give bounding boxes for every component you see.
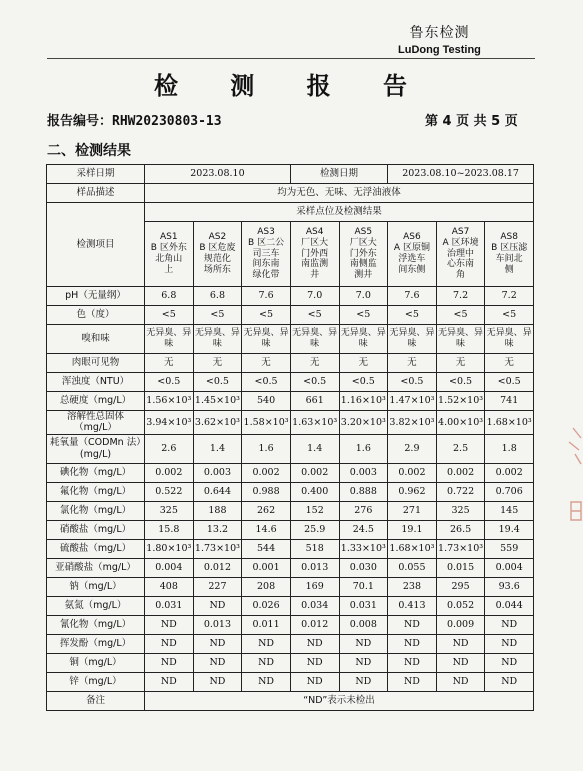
table-cell: 0.644 [193,482,242,501]
table-cell: 295 [436,577,485,596]
remark-label: 备注 [47,691,145,710]
table-cell: 0.034 [290,596,339,615]
table-cell: 540 [242,392,291,411]
row-item-label: 硫酸盐（mg/L） [47,539,145,558]
table-cell: 1.68×10³ [388,539,437,558]
row-item-label: 氟化物（mg/L） [47,482,145,501]
remark-row [47,691,534,710]
table-cell: 0.002 [485,463,534,482]
table-row [47,615,534,634]
table-cell: 无 [193,354,242,373]
table-cell: 0.004 [145,558,194,577]
table-row [47,520,534,539]
table-cell: 741 [485,392,534,411]
table-cell: 24.5 [339,520,388,539]
table-cell: ND [485,653,534,672]
table-cell: 169 [290,577,339,596]
table-cell: <5 [290,306,339,325]
table-cell: 无 [242,354,291,373]
desc-label: 样品描述 [47,184,145,203]
table-cell: 3.82×10³ [388,411,437,435]
table-cell: 2.5 [436,434,485,463]
table-cell: 1.47×10³ [388,392,437,411]
table-cell: ND [145,653,194,672]
remark-text: “ND”表示未检出 [145,691,534,710]
table-row [47,463,534,482]
table-cell: 238 [388,577,437,596]
table-cell: 无 [145,354,194,373]
row-item-label: 耗氧量（CODMn 法）(mg/L) [47,434,145,463]
table-cell: 0.413 [388,596,437,615]
table-row [47,411,534,435]
table-cell: 0.888 [339,482,388,501]
row-item-label: 硝酸盐（mg/L） [47,520,145,539]
test-date: 2023.08.10~2023.08.17 [388,165,534,184]
table-cell: 70.1 [339,577,388,596]
table-cell: 559 [485,539,534,558]
table-cell: 1.73×10³ [193,539,242,558]
table-cell: 15.8 [145,520,194,539]
table-cell: 0.012 [290,615,339,634]
section-title: 二、检测结果 [47,143,131,159]
table-cell: 0.722 [436,482,485,501]
table-cell: 0.012 [193,558,242,577]
row-item-label: 亚硝酸盐（mg/L） [47,558,145,577]
column-header: AS3 B 区二公 司三车 间东南 绿化带 [242,222,291,287]
column-header: AS7 A 区环境 治理中 心东南 角 [436,222,485,287]
table-cell: 7.6 [242,287,291,306]
table-cell: 无异臭、异味 [485,325,534,354]
row-item-label: pH（无量纲） [47,287,145,306]
table-cell: 0.009 [436,615,485,634]
table-cell: 661 [290,392,339,411]
table-cell: 0.002 [145,463,194,482]
table-cell: 0.001 [242,558,291,577]
table-cell: 152 [290,501,339,520]
table-cell: 271 [388,501,437,520]
table-row [47,373,534,392]
table-cell: ND [193,596,242,615]
table-row [47,392,534,411]
row-item-label: 氯化物（mg/L） [47,501,145,520]
table-cell: ND [388,653,437,672]
table-cell: ND [145,634,194,653]
table-cell: 1.4 [193,434,242,463]
table-cell: 0.002 [436,463,485,482]
table-cell: 无 [485,354,534,373]
table-cell: 1.33×10³ [339,539,388,558]
item-header: 检测项目 [47,203,145,287]
table-cell: 无异臭、异味 [388,325,437,354]
table-cell: 0.052 [436,596,485,615]
table-cell: 7.0 [339,287,388,306]
table-cell: <0.5 [485,373,534,392]
table-cell: 227 [193,577,242,596]
table-cell: 0.026 [242,596,291,615]
row-item-label: 挥发酚（mg/L） [47,634,145,653]
table-cell: ND [290,653,339,672]
table-cell: 0.988 [242,482,291,501]
table-cell: 无异臭、异味 [436,325,485,354]
table-cell: ND [193,653,242,672]
table-cell: 14.6 [242,520,291,539]
table-cell: 1.4 [290,434,339,463]
table-cell: 0.400 [290,482,339,501]
table-cell: ND [193,672,242,691]
table-cell: 0.003 [339,463,388,482]
table-cell: <0.5 [339,373,388,392]
table-cell: 1.45×10³ [193,392,242,411]
table-cell: 无异臭、异味 [339,325,388,354]
table-cell: 0.031 [339,596,388,615]
row-item-label: 肉眼可见物 [47,354,145,373]
table-cell: 0.002 [388,463,437,482]
table-cell: ND [388,615,437,634]
row-item-label: 钠（mg/L） [47,577,145,596]
table-cell: 2.9 [388,434,437,463]
table-cell: 0.002 [242,463,291,482]
table-cell: 1.6 [339,434,388,463]
row-item-label: 溶解性总固体（mg/L） [47,411,145,435]
stamp-remnant [563,420,583,530]
table-cell: 3.94×10³ [145,411,194,435]
table-cell: 1.56×10³ [145,392,194,411]
table-cell: 无异臭、异味 [193,325,242,354]
table-cell: ND [388,672,437,691]
header-rule [47,58,535,59]
table-cell: ND [290,634,339,653]
table-cell: 无 [290,354,339,373]
table-row [47,501,534,520]
column-header: AS8 B 区压滤 车间北 侧 [485,222,534,287]
table-cell: 408 [145,577,194,596]
table-cell: 无异臭、异味 [290,325,339,354]
table-cell: 7.2 [436,287,485,306]
table-cell: 13.2 [193,520,242,539]
row-item-label: 氨氮（mg/L） [47,596,145,615]
table-cell: ND [436,672,485,691]
table-cell: ND [339,653,388,672]
table-cell: <0.5 [145,373,194,392]
table-cell: 1.73×10³ [436,539,485,558]
column-header: AS5 厂区大 门外东 南侧监 测井 [339,222,388,287]
table-cell: 0.013 [193,615,242,634]
table-cell: <0.5 [388,373,437,392]
table-cell: 518 [290,539,339,558]
table-cell: ND [290,672,339,691]
table-cell: 0.013 [290,558,339,577]
table-cell: 1.52×10³ [436,392,485,411]
table-cell: 544 [242,539,291,558]
table-cell: <0.5 [242,373,291,392]
table-row [47,354,534,373]
table-cell: 93.6 [485,577,534,596]
table-cell: 0.015 [436,558,485,577]
table-cell: ND [485,634,534,653]
table-cell: <5 [436,306,485,325]
table-cell: 7.0 [290,287,339,306]
row-item-label: 浑浊度（NTU） [47,373,145,392]
table-cell: 0.522 [145,482,194,501]
table-row [47,306,534,325]
table-row [47,634,534,653]
table-row [47,653,534,672]
table-cell: 276 [339,501,388,520]
brand-en: LuDong Testing [398,44,481,56]
table-row [47,596,534,615]
row-item-label: 总硬度（mg/L） [47,392,145,411]
table-cell: 7.2 [485,287,534,306]
sample-date-label: 采样日期 [47,165,145,184]
table-cell: 4.00×10³ [436,411,485,435]
table-cell: <0.5 [193,373,242,392]
table-cell: <5 [485,306,534,325]
sample-date: 2023.08.10 [145,165,291,184]
table-cell: 7.6 [388,287,437,306]
row-item-label: 锌（mg/L） [47,672,145,691]
row-item-label: 嗅和味 [47,325,145,354]
table-cell: 1.58×10³ [242,411,291,435]
table-cell: 325 [145,501,194,520]
table-cell: ND [436,653,485,672]
table-cell: 145 [485,501,534,520]
table-cell: 无 [436,354,485,373]
table-row [47,325,534,354]
table-cell: <5 [339,306,388,325]
table-cell: 6.8 [193,287,242,306]
table-cell: ND [242,653,291,672]
table-cell: <0.5 [290,373,339,392]
points-header: 采样点位及检测结果 [145,203,534,222]
table-cell: 0.031 [145,596,194,615]
table-cell: ND [339,634,388,653]
table-cell: 无异臭、异味 [145,325,194,354]
table-row [47,577,534,596]
results-table [46,164,534,711]
row-item-label: 碘化物（mg/L） [47,463,145,482]
stamp-remnant-graphic [563,420,583,530]
row-item-label: 氰化物（mg/L） [47,615,145,634]
table-row [47,434,534,463]
table-cell: 0.004 [485,558,534,577]
table-cell: 6.8 [145,287,194,306]
sample-desc: 均为无色、无味、无浮油液体 [145,184,534,203]
table-cell: 0.962 [388,482,437,501]
table-row [47,482,534,501]
table-cell: 1.80×10³ [145,539,194,558]
table-cell: 0.706 [485,482,534,501]
table-cell: 0.011 [242,615,291,634]
table-cell: <5 [388,306,437,325]
table-cell: <0.5 [436,373,485,392]
table-cell: 2.6 [145,434,194,463]
table-cell: 3.62×10³ [193,411,242,435]
table-cell: <5 [242,306,291,325]
page-indicator: 第 4 页 共 5 页 [425,114,518,129]
table-cell: ND [145,615,194,634]
table-cell: ND [193,634,242,653]
table-cell: 188 [193,501,242,520]
column-header: AS4 厂区大 门外西 南监测 井 [290,222,339,287]
table-cell: 1.16×10³ [339,392,388,411]
table-cell: 19.4 [485,520,534,539]
table-cell: 25.9 [290,520,339,539]
column-header: AS6 A 区原铜 浮选车 间东侧 [388,222,437,287]
table-row [47,672,534,691]
row-item-label: 色（度） [47,306,145,325]
row-item-label: 铜（mg/L） [47,653,145,672]
table-cell: 0.044 [485,596,534,615]
table-cell: 0.008 [339,615,388,634]
table-cell: 无 [339,354,388,373]
table-cell: ND [339,672,388,691]
column-header: AS2 B 区危废 规范化 场所东 [193,222,242,287]
table-cell: ND [242,634,291,653]
table-cell: 3.20×10³ [339,411,388,435]
table-cell: 0.055 [388,558,437,577]
table-cell: <5 [193,306,242,325]
table-cell: 无 [388,354,437,373]
table-cell: 26.5 [436,520,485,539]
table-cell: ND [485,672,534,691]
table-cell: 208 [242,577,291,596]
table-cell: 1.63×10³ [290,411,339,435]
table-cell: ND [242,672,291,691]
table-row [47,287,534,306]
table-cell: 0.002 [290,463,339,482]
brand [398,22,481,56]
column-header: AS1 B 区外东 北角山 上 [145,222,194,287]
table-cell: ND [145,672,194,691]
report-number: 报告编号：RHW20230803-13 [47,114,222,129]
table-cell: 262 [242,501,291,520]
table-row [47,558,534,577]
brand-cn: 鲁东检测 [409,25,470,41]
table-cell: ND [485,615,534,634]
table-cell: 0.003 [193,463,242,482]
table-cell: <5 [145,306,194,325]
table-cell: 无异臭、异味 [242,325,291,354]
table-cell: ND [436,634,485,653]
table-row [47,539,534,558]
table-cell: ND [388,634,437,653]
table-cell: 325 [436,501,485,520]
test-date-label: 检测日期 [290,165,387,184]
table-cell: 0.030 [339,558,388,577]
table-cell: 1.68×10³ [485,411,534,435]
table-cell: 1.8 [485,434,534,463]
page-title: 检 测 报 告 [153,72,430,100]
table-cell: 19.1 [388,520,437,539]
table-cell: 1.6 [242,434,291,463]
